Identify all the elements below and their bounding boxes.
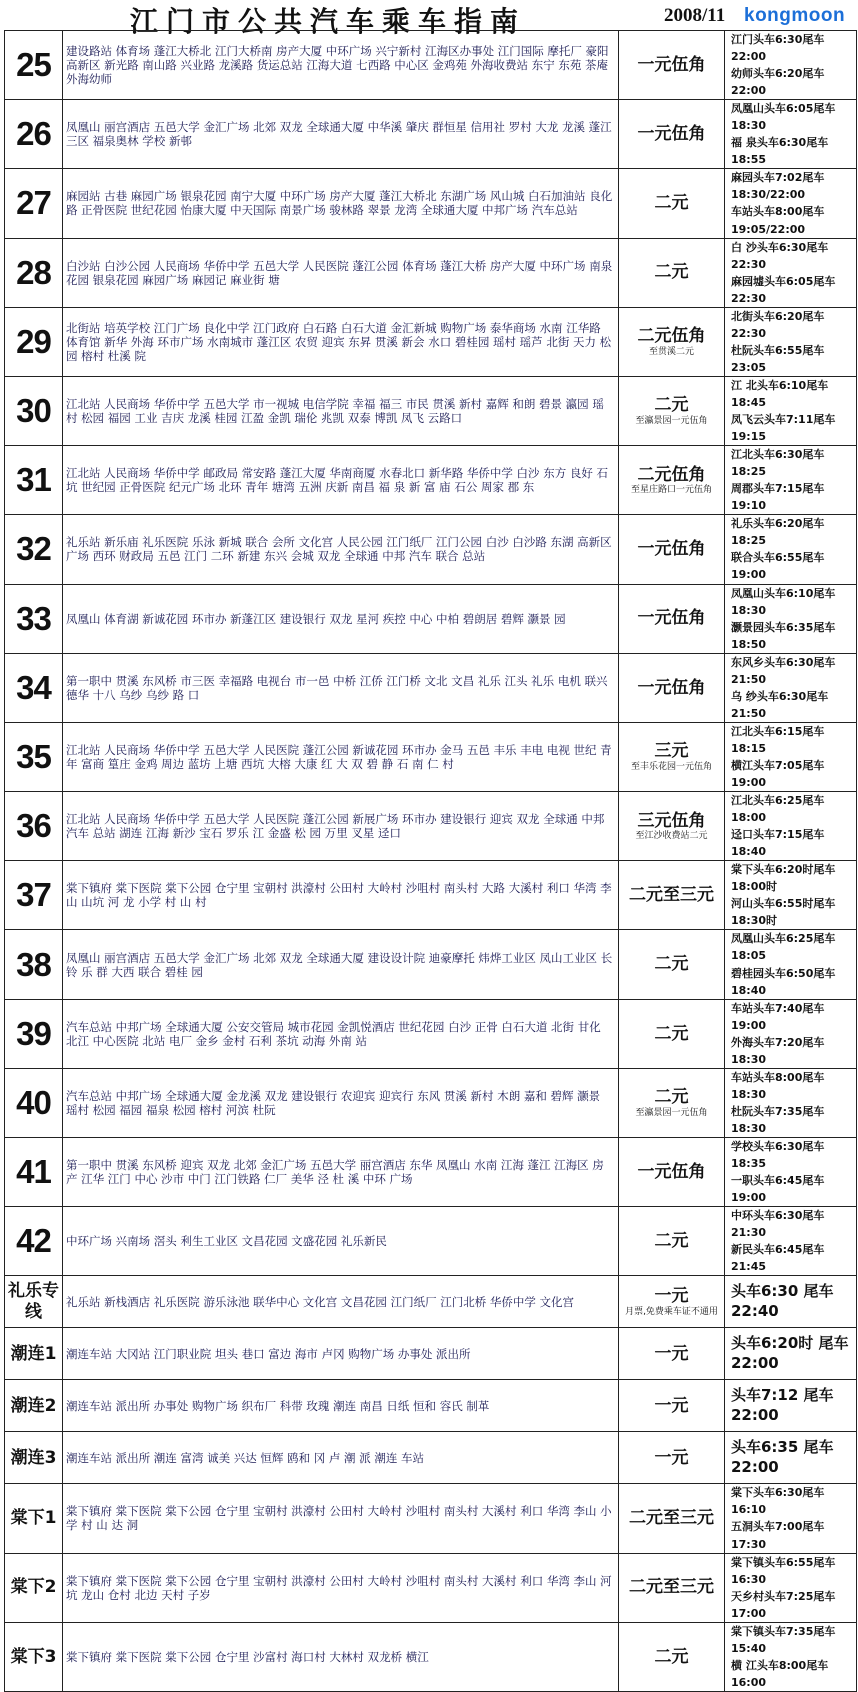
schedule-line: 杜阮头车7:35尾车18:30 (731, 1104, 825, 1135)
route-row (5, 861, 857, 930)
stop-list: 汽车总站 中邦广场 全球通大厦 金龙溪 双龙 建设银行 农迎宾 迎宾行 东风 贯溪 新村 木朗 嘉和 碧辉 灏景 瑶村 松园 福园 福泉 松园 榕村 河滨 杜阮 (66, 1088, 601, 1117)
route-stops (63, 1432, 619, 1484)
schedule-line: 凤飞云头车7:11尾车19:15 (731, 413, 836, 444)
schedule-line: 乌 纱头车6:30尾车21:50 (731, 689, 829, 720)
schedule-line: 凤凰山头车6:25尾车18:05 (731, 932, 836, 963)
route-schedule (725, 584, 857, 653)
schedule-line: 江门头车6:30尾车22:00 (731, 33, 825, 64)
route-number: 棠下2 (5, 1553, 63, 1622)
fare-value: 一元伍角 (637, 539, 706, 560)
route-stops (63, 999, 619, 1068)
route-fare (619, 1138, 725, 1207)
route-schedule (725, 653, 857, 722)
fare-value: 二元 (654, 193, 689, 214)
fare-value: 二元 (654, 395, 689, 416)
route-schedule (725, 31, 857, 100)
route-stops (63, 1068, 619, 1137)
route-row (5, 307, 857, 376)
stop-list: 礼乐站 新栈酒店 礼乐医院 游乐泳池 联华中心 文化宫 文昌花园 江门纸厂 江门北桥 华侨中学 文化宫 (66, 1294, 575, 1309)
fare-value: 二元伍角 (637, 326, 706, 347)
route-fare (619, 1207, 725, 1276)
route-schedule (725, 169, 857, 238)
route-fare (619, 1380, 725, 1432)
route-row (5, 238, 857, 307)
route-fare (619, 1328, 725, 1380)
fare-value: 二元 (654, 1231, 689, 1252)
route-schedule (725, 861, 857, 930)
route-stops (63, 1622, 619, 1691)
schedule-line: 学校头车6:30尾车18:35 (731, 1140, 825, 1171)
fare-note: 至江沙收费站二元 (635, 830, 708, 841)
stop-list: 潮连车站 派出所 办事处 购物广场 织布厂 科带 玫瑰 潮连 南昌 日纸 恒和 容氏 制革 (66, 1398, 490, 1413)
route-schedule (725, 1380, 857, 1432)
route-number: 30 (5, 376, 63, 445)
route-stops (63, 792, 619, 861)
route-fare (619, 238, 725, 307)
route-row (5, 1207, 857, 1276)
route-number: 礼乐专线 (5, 1276, 63, 1328)
route-row (5, 1380, 857, 1432)
schedule-line: 新民头车6:45尾车21:45 (731, 1243, 825, 1274)
route-number: 棠下1 (5, 1484, 63, 1553)
route-fare (619, 376, 725, 445)
edition-date: 2008/11 (664, 5, 726, 26)
route-fare (619, 861, 725, 930)
schedule-line: 棠下头车6:30尾车16:10 (731, 1486, 825, 1517)
schedule-line: 江北头车6:25尾车18:00 (731, 794, 825, 825)
route-row (5, 1276, 857, 1328)
fare-value: 二元 (654, 1087, 689, 1108)
route-number: 39 (5, 999, 63, 1068)
route-fare (619, 169, 725, 238)
schedule-line: 周郡头车7:15尾车19:10 (731, 482, 825, 513)
route-row (5, 31, 857, 100)
schedule-line: 外海头车7:20尾车18:30 (731, 1035, 825, 1066)
route-fare (619, 446, 725, 515)
schedule-line: 棠下镇头车6:55尾车16:30 (731, 1555, 836, 1586)
route-schedule (725, 100, 857, 169)
route-number: 25 (5, 31, 63, 100)
schedule-line: 天乡村头车7:25尾车17:00 (731, 1589, 836, 1620)
route-number: 31 (5, 446, 63, 515)
route-number: 41 (5, 1138, 63, 1207)
schedule-line: 车站头车8:00尾车18:30 (731, 1070, 825, 1101)
schedule-line: 灏景园头车6:35尾车18:50 (731, 620, 836, 651)
stop-list: 棠下镇府 棠下医院 棠下公园 仓宁里 沙富村 海口村 大林村 双龙桥 横江 (66, 1649, 429, 1664)
route-number: 棠下3 (5, 1622, 63, 1691)
route-row (5, 653, 857, 722)
route-schedule (725, 1622, 857, 1691)
stop-list: 江北站 人民商场 华侨中学 五邑大学 人民医院 蓬江公园 新展广场 环市办 建设银行 迎宾 双龙 全球通 中邦 汽车 总站 湖连 江海 新沙 宝石 罗乐 江 金盛 松 园 万里 叉星 迳口 (66, 812, 605, 841)
route-stops (63, 31, 619, 100)
route-schedule (725, 1068, 857, 1137)
route-stops (63, 376, 619, 445)
stop-list: 中环广场 兴南场 滘头 利生工业区 文昌花园 文盛花园 礼乐新民 (66, 1234, 387, 1249)
schedule-line: 头车7:12 尾车22:00 (731, 1386, 834, 1424)
route-schedule (725, 1207, 857, 1276)
route-schedule (725, 1484, 857, 1553)
route-fare (619, 1276, 725, 1328)
stop-list: 白沙站 白沙公园 人民商场 华侨中学 五邑大学 人民医院 蓬江公园 体育场 蓬江大桥 房产大厦 中环广场 南泉花园 银泉花园 麻园广场 麻园记 麻业街 塘 (66, 258, 613, 287)
schedule-line: 礼乐头车6:20尾车18:25 (731, 517, 825, 548)
schedule-line: 中环头车6:30尾车21:30 (731, 1209, 825, 1240)
schedule-line: 麻园头车7:02尾车18:30/22:00 (731, 171, 825, 202)
route-fare (619, 307, 725, 376)
route-row (5, 1553, 857, 1622)
schedule-line: 头车6:35 尾车22:00 (731, 1438, 834, 1476)
stop-list: 第一职中 贯溪 东风桥 市三医 幸福路 电视台 市一邑 中桥 江侨 江门桥 文北 文昌 礼乐 江头 礼乐 电机 联兴 德华 十八 乌纱 乌纱 路 口 (66, 673, 608, 702)
route-number: 26 (5, 100, 63, 169)
route-row (5, 1432, 857, 1484)
page-title: 江门市公共汽车乘车指南 (130, 5, 527, 38)
stop-list: 麻园站 古巷 麻园广场 银泉花园 南宁大厦 中环广场 房产大厦 蓬江大桥北 东湖广场 风山城 白石加油站 良化路 正骨医院 世纪花园 怡康大厦 中天国际 南景广场 骏林路 翠景 龙湾 全球通大厦 中邦广场 汽车总站 (66, 189, 613, 218)
route-row (5, 376, 857, 445)
route-number: 35 (5, 722, 63, 791)
route-number: 36 (5, 792, 63, 861)
schedule-line: 五洞头车7:00尾车17:30 (731, 1520, 825, 1551)
route-stops (63, 1484, 619, 1553)
route-fare (619, 722, 725, 791)
route-schedule (725, 792, 857, 861)
route-stops (63, 169, 619, 238)
route-fare (619, 653, 725, 722)
route-row (5, 446, 857, 515)
stop-list: 江北站 人民商场 华侨中学 五邑大学 人民医院 蓬江公园 新诚花园 环市办 金马 五邑 丰乐 丰电 电视 世纪 青年 富商 篁庄 金鸡 周边 蓝坊 上塘 西坑 大榕 大康 红 大 双 碧 静 石 南 仁 村 (66, 742, 612, 771)
stop-list: 潮连车站 大冈站 江门职业院 坦头 巷口 富边 海市 卢冈 购物广场 办事处 派出所 (66, 1346, 471, 1361)
stop-list: 江北站 人民商场 华侨中学 五邑大学 市一视城 电信学院 幸福 福三 市民 贯溪 新村 嘉辉 和朗 碧景 瀛园 瑶村 松园 福园 工业 吉庆 龙溪 桂园 江盈 金凯 瑞伦 兆凯 双泰 博凯 凤飞 云路口 (66, 397, 604, 426)
schedule-line: 头车6:20时 尾车22:00 (731, 1334, 849, 1372)
stop-list: 江北站 人民商场 华侨中学 邮政局 常安路 蓬江大厦 华南商厦 水春北口 新华路 华侨中学 白沙 东方 良好 石坑 世纪园 正骨医院 纪元广场 北环 青年 塘湾 五洲 庆新 南昌 福 泉 新 富 庙 石公 周家 郡 东 (66, 466, 609, 495)
route-stops (63, 238, 619, 307)
route-number: 37 (5, 861, 63, 930)
fare-value: 二元 (654, 1023, 689, 1044)
fare-note: 至瀛景园一元伍角 (635, 415, 708, 426)
route-stops (63, 446, 619, 515)
schedule-line: 头车6:30 尾车22:40 (731, 1282, 834, 1320)
fare-note: 月票,免费乘车证不通用 (625, 1306, 718, 1317)
stop-list: 北街站 培英学校 江门广场 良化中学 江门政府 白石路 白石大道 金汇新城 购物广场 泰华商场 水南 江华路 体育馆 新华 外海 环市广场 水南城市 蓬江区 农贸 迎宾 东昇 贯溪 新会 水口 碧桂园 瑶村 瑶芦 北街 天力 松园 榕村 杜溪 院 (66, 320, 612, 363)
fare-value: 二元 (654, 954, 689, 975)
schedule-line: 车站头车8:00尾车19:05/22:00 (731, 205, 825, 236)
header (0, 0, 858, 38)
stop-list: 第一职中 贯溪 东风桥 迎宾 双龙 北郊 金汇广场 五邑大学 丽宫酒店 东华 凤凰山 水南 江海 蓬江 江海区 房产 江华 江门 中心 沙市 中门 江门铁路 仁厂 美华 泾 杜 溪 中环 广场 (66, 1158, 604, 1187)
schedule-line: 凤凰山头车6:10尾车18:30 (731, 586, 836, 617)
route-fare (619, 1484, 725, 1553)
schedule-line: 白 沙头车6:30尾车22:30 (731, 240, 829, 271)
route-number: 28 (5, 238, 63, 307)
stop-list: 潮连车站 派出所 潮连 富湾 诚美 兴达 恒辉 鸥和 冈 卢 潮 派 潮连 车站 (66, 1450, 425, 1465)
route-stops (63, 722, 619, 791)
route-table (4, 30, 857, 1692)
stop-list: 凤凰山 丽宫酒店 五邑大学 金汇广场 北郊 双龙 全球通大厦 建设设计院 迪豪摩托 炜烨工业区 凤山工业区 长铃 乐 群 大西 联合 碧桂 园 (66, 950, 613, 979)
route-row (5, 584, 857, 653)
fare-value: 一元 (654, 1286, 689, 1307)
route-row (5, 1068, 857, 1137)
route-stops (63, 1207, 619, 1276)
fare-value: 二元 (654, 1646, 689, 1667)
route-row (5, 1622, 857, 1691)
route-schedule (725, 446, 857, 515)
schedule-line: 幼师头车6:20尾车22:00 (731, 67, 825, 98)
fare-note: 至贯溪二元 (648, 346, 694, 357)
fare-note: 至星庄路口一元伍角 (630, 485, 712, 496)
schedule-line: 一职头车6:45尾车19:00 (731, 1174, 825, 1205)
schedule-line: 棠下镇头车7:35尾车15:40 (731, 1624, 836, 1655)
route-number: 29 (5, 307, 63, 376)
route-stops (63, 307, 619, 376)
schedule-line: 北街头车6:20尾车22:30 (731, 309, 825, 340)
route-schedule (725, 238, 857, 307)
route-number: 38 (5, 930, 63, 999)
schedule-line: 麻园墟头车6:05尾车22:30 (731, 274, 836, 305)
fare-value: 二元 (654, 262, 689, 283)
route-fare (619, 1622, 725, 1691)
route-stops (63, 584, 619, 653)
route-schedule (725, 1328, 857, 1380)
schedule-line: 联合头车6:55尾车19:00 (731, 551, 825, 582)
route-row (5, 792, 857, 861)
fare-value: 一元伍角 (637, 677, 706, 698)
route-number: 27 (5, 169, 63, 238)
route-fare (619, 31, 725, 100)
route-number: 42 (5, 1207, 63, 1276)
route-schedule (725, 1138, 857, 1207)
route-number: 潮连3 (5, 1432, 63, 1484)
route-number: 潮连1 (5, 1328, 63, 1380)
route-stops (63, 1553, 619, 1622)
brand-logo: kongmoon (744, 5, 846, 26)
route-row (5, 1328, 857, 1380)
route-schedule (725, 515, 857, 584)
route-fare (619, 515, 725, 584)
route-fare (619, 584, 725, 653)
route-row (5, 100, 857, 169)
route-stops (63, 100, 619, 169)
route-schedule (725, 999, 857, 1068)
route-stops (63, 861, 619, 930)
schedule-line: 杜阮头车6:55尾车23:05 (731, 343, 825, 374)
route-row (5, 930, 857, 999)
schedule-line: 横 江头车8:00尾车16:00 (731, 1658, 829, 1689)
stop-list: 凤凰山 丽宫酒店 五邑大学 金汇广场 北郊 双龙 全球通大厦 中华溪 肇庆 群恒星 信用社 罗村 大龙 龙溪 蓬江三区 福泉奥林 学校 新邨 (66, 120, 612, 149)
route-stops (63, 1328, 619, 1380)
route-number: 32 (5, 515, 63, 584)
fare-value: 一元伍角 (637, 54, 706, 75)
route-stops (63, 1276, 619, 1328)
fare-note: 至丰乐花园一元伍角 (630, 761, 712, 772)
route-number: 34 (5, 653, 63, 722)
route-fare (619, 999, 725, 1068)
schedule-line: 河山头车6:55时尾车18:30时 (731, 897, 836, 928)
schedule-line: 江北头车6:15尾车18:15 (731, 724, 825, 755)
fare-value: 一元伍角 (637, 1161, 706, 1182)
schedule-line: 福 泉头车6:30尾车18:55 (731, 136, 829, 167)
schedule-line: 碧桂园头车6:50尾车18:40 (731, 966, 836, 997)
schedule-line: 迳口头车7:15尾车18:40 (731, 828, 825, 859)
schedule-line: 车站头车7:40尾车19:00 (731, 1001, 825, 1032)
route-row (5, 722, 857, 791)
fare-value: 二元至三元 (629, 1508, 714, 1529)
route-fare (619, 1553, 725, 1622)
route-row (5, 515, 857, 584)
stop-list: 棠下镇府 棠下医院 棠下公园 仓宁里 宝朝村 洪濠村 公田村 大岭村 沙咀村 南头村 大溪村 利口 华湾 李山 河坑 龙山 仓村 北边 天村 子岁 (66, 1573, 612, 1602)
fare-value: 一元伍角 (637, 124, 706, 145)
route-fare (619, 1068, 725, 1137)
fare-value: 三元伍角 (637, 810, 706, 831)
route-row (5, 1138, 857, 1207)
route-number: 40 (5, 1068, 63, 1137)
route-stops (63, 1380, 619, 1432)
stop-list: 汽车总站 中邦广场 全球通大厦 公安交管局 城市花园 金凯悦酒店 世纪花园 白沙 正骨 白石大道 北街 甘化 北江 中心医院 北站 电厂 金乡 金村 石利 茶坑 动海 外南 站 (66, 1019, 601, 1048)
schedule-line: 棠下头车6:20时尾车18:00时 (731, 863, 836, 894)
route-schedule (725, 930, 857, 999)
fare-value: 一元 (654, 1343, 689, 1364)
route-number: 潮连2 (5, 1380, 63, 1432)
fare-value: 二元至三元 (629, 1577, 714, 1598)
route-schedule (725, 1276, 857, 1328)
route-stops (63, 653, 619, 722)
route-schedule (725, 1432, 857, 1484)
route-number: 33 (5, 584, 63, 653)
route-stops (63, 930, 619, 999)
fare-value: 一元伍角 (637, 608, 706, 629)
fare-value: 二元伍角 (637, 464, 706, 485)
route-row (5, 999, 857, 1068)
route-schedule (725, 376, 857, 445)
fare-value: 一元 (654, 1395, 689, 1416)
route-fare (619, 930, 725, 999)
route-row (5, 169, 857, 238)
stop-list: 礼乐站 新乐庙 礼乐医院 乐泳 新城 联合 会所 文化宫 人民公园 江门纸厂 江门公园 白沙 白沙路 东湖 高新区 广场 西环 财政局 五邑 江门 二环 新建 东兴 会城 双龙 全球通 中邦 汽车 联合 总站 (66, 535, 612, 564)
route-schedule (725, 1553, 857, 1622)
route-fare (619, 792, 725, 861)
schedule-line: 凤凰山头车6:05尾车18:30 (731, 102, 836, 133)
route-row (5, 1484, 857, 1553)
stop-list: 凤凰山 体育湖 新诚花园 环市办 新蓬江区 建设银行 双龙 星河 疾控 中心 中柏 碧朗居 碧辉 灏景 园 (66, 611, 566, 626)
fare-value: 一元 (654, 1447, 689, 1468)
stop-list: 建设路站 体育场 蓬江大桥北 江门大桥南 房产大厦 中环广场 兴宁新村 江海区办事处 江门国际 摩托厂 豪阳高新区 新光路 南山路 兴业路 龙溪路 货运总站 江海大道 七西路 中心区 金鸡苑 外海收费站 东宁 东苑 茶庵 外海幼师 (66, 44, 609, 87)
stop-list: 棠下镇府 棠下医院 棠下公园 仓宁里 宝朝村 洪濠村 公田村 大岭村 沙咀村 南头村 大溪村 利口 华湾 李山 小学 村 山 达 洞 (66, 1504, 612, 1533)
schedule-line: 江 北头车6:10尾车18:45 (731, 378, 829, 409)
route-schedule (725, 722, 857, 791)
route-schedule (725, 307, 857, 376)
schedule-line: 东风乡头车6:30尾车21:50 (731, 655, 836, 686)
stop-list: 棠下镇府 棠下医院 棠下公园 仓宁里 宝朝村 洪濠村 公田村 大岭村 沙咀村 南头村 大路 大溪村 利口 华湾 李山 山坑 河 龙 小学 村 山 村 (66, 881, 612, 910)
fare-note: 至瀛景园一元伍角 (635, 1107, 708, 1118)
fare-value: 三元 (654, 741, 689, 762)
schedule-line: 横江头车7:05尾车19:00 (731, 758, 825, 790)
fare-value: 二元至三元 (629, 885, 714, 906)
route-fare (619, 100, 725, 169)
schedule-line: 江北头车6:30尾车18:25 (731, 448, 825, 479)
route-stops (63, 1138, 619, 1207)
route-stops (63, 515, 619, 584)
route-fare (619, 1432, 725, 1484)
